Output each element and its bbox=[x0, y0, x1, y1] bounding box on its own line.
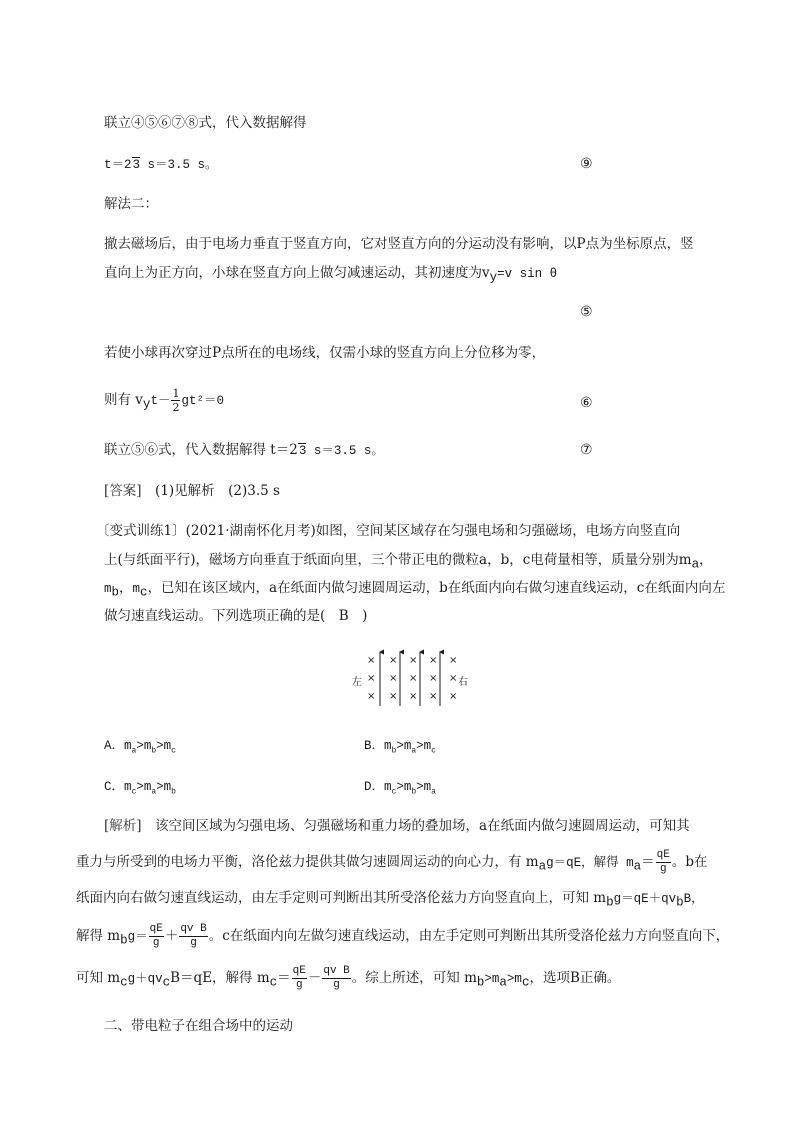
e3-sub-b2: b bbox=[676, 895, 684, 910]
frac-qe-g-2 bbox=[149, 923, 164, 950]
equation-number-9: ⑨ bbox=[580, 156, 593, 172]
answer-tag: [答案] bbox=[104, 483, 142, 499]
method-two-line-1: 撤去磁场后，由于电场力垂直于竖直方向，它对竖直方向的分运动没有影响，以P点为坐标原点，竖 bbox=[104, 236, 694, 252]
e5c: B＝qE，解得 m bbox=[170, 970, 270, 986]
eq6-sub: y bbox=[142, 397, 151, 412]
option-a-s3: c bbox=[171, 746, 176, 756]
answer-line bbox=[104, 482, 280, 500]
e5d: ＝ bbox=[277, 970, 291, 986]
frac-n: qE bbox=[149, 923, 163, 935]
e5-sub-c2: c bbox=[162, 975, 171, 990]
option-a[interactable]: A．$m_a>m_b>m_c$ bbox=[104, 739, 176, 756]
eq6-mid: t－ bbox=[150, 394, 171, 408]
e3-sub-b: b bbox=[606, 895, 614, 910]
cross-mark: × bbox=[409, 691, 418, 702]
cross-mark: × bbox=[367, 655, 376, 666]
option-b-s1: b bbox=[391, 746, 397, 756]
method-two-line-2-text: 直向上为正方向，小球在竖直方向上做匀减速运动，其初速度为v bbox=[104, 265, 490, 281]
cross-mark: × bbox=[367, 691, 376, 702]
frac-d: g bbox=[295, 979, 303, 991]
e2-sub-a2: a bbox=[633, 859, 642, 874]
equation-number-6: ⑥ bbox=[580, 395, 593, 411]
cross-mark: × bbox=[449, 673, 458, 684]
option-d-s2: b bbox=[411, 787, 417, 797]
e2d: 。b在 bbox=[671, 854, 708, 870]
frac-n: qE bbox=[656, 849, 670, 861]
frac-qvb-g bbox=[179, 923, 207, 950]
sub-a: a bbox=[691, 557, 700, 572]
cross-mark: × bbox=[367, 673, 376, 684]
e4b: g＝ bbox=[127, 930, 148, 944]
variant-line-1: 〔变式训练1〕(2021·湖南怀化月考)如图，空间某区域存在匀强电场和匀强磁场，电场方向竖直向 bbox=[96, 523, 681, 539]
method-two-heading: 解法二： bbox=[104, 196, 158, 212]
cross-mark: × bbox=[449, 691, 458, 702]
equation-number-7: ⑦ bbox=[580, 442, 593, 458]
e5-sub-b: b bbox=[476, 975, 485, 990]
equation-number-5: ⑤ bbox=[580, 304, 593, 320]
combine-2-pre: 联立⑤⑥式，代入数据解得 t＝2 bbox=[104, 442, 298, 458]
explanation-tag: [解析] bbox=[104, 818, 142, 834]
sub-y: y bbox=[489, 270, 498, 285]
m-b: m bbox=[104, 582, 112, 596]
option-a-s2: b bbox=[151, 746, 157, 756]
explanation-line-3 bbox=[76, 889, 704, 912]
sub-c: c bbox=[140, 585, 148, 600]
method-two-line-2 bbox=[104, 264, 557, 287]
e4plus: ＋ bbox=[164, 928, 179, 944]
field-diagram bbox=[348, 648, 508, 708]
variant-line-4: 做匀速直线运动。下列选项正确的是( B ) bbox=[104, 608, 368, 624]
option-d-label: D．m bbox=[364, 780, 392, 794]
option-d-s3: a bbox=[431, 787, 436, 797]
e5g: ，选项B正确。 bbox=[529, 970, 621, 986]
option-b-s2: a bbox=[411, 746, 417, 756]
cross-mark: × bbox=[409, 655, 418, 666]
option-c-label: C．m bbox=[104, 780, 132, 794]
line-result-1 bbox=[104, 155, 218, 174]
frac-n: qE bbox=[292, 965, 306, 977]
m-c: m bbox=[132, 582, 141, 596]
e5-sub-a: a bbox=[499, 975, 507, 990]
cross-mark: × bbox=[389, 691, 398, 702]
e3c: B， bbox=[683, 892, 704, 906]
frac-qvb-g-2 bbox=[322, 965, 350, 992]
frac-d: g bbox=[190, 937, 197, 949]
e5minus: － bbox=[307, 970, 322, 986]
result-pre: t＝2 bbox=[104, 158, 132, 172]
velocity-expr: =v sin θ bbox=[497, 267, 558, 281]
e3b: g＝qE＋qv bbox=[613, 892, 677, 906]
explanation-line-2 bbox=[76, 844, 708, 880]
result-post: s＝3.5 s。 bbox=[140, 158, 218, 172]
e5-sub-c3: c bbox=[269, 975, 278, 990]
option-c-s3: b bbox=[171, 787, 176, 797]
combine-line-2 bbox=[104, 441, 384, 460]
section-heading: 二、带电粒子在组合场中的运动 bbox=[104, 1018, 293, 1034]
cross-mark: × bbox=[429, 655, 438, 666]
half-fraction bbox=[171, 387, 180, 414]
e4-sub-b: b bbox=[120, 933, 128, 948]
option-b-label: B．m bbox=[364, 739, 392, 753]
option-b[interactable]: B．$m_b>m_a>m_c$ bbox=[364, 739, 436, 756]
explanation-line-4 bbox=[76, 917, 729, 955]
e4a: 解得 m bbox=[76, 928, 121, 944]
e5a: 可知 m bbox=[76, 970, 121, 986]
combine-2-post: s＝3.5 s。 bbox=[306, 444, 384, 458]
label-right: 右 bbox=[458, 677, 468, 688]
option-b-s3: c bbox=[431, 746, 436, 756]
answer-text: (1)见解析 (2)3.5 s bbox=[155, 483, 280, 499]
half-den: 2 bbox=[172, 401, 180, 414]
eq6-post: gt²＝0 bbox=[181, 394, 224, 408]
cross-mark: × bbox=[389, 673, 398, 684]
e4c: 。c在纸面内向左做匀速直线运动，由左手定则可判断出其所受洛伦兹力方向竖直向下， bbox=[208, 928, 730, 944]
sqrt-radicand: 3 bbox=[132, 158, 141, 172]
option-c[interactable]: C．$m_c>m_a>m_b$ bbox=[104, 780, 176, 797]
e2b: g＝qE，解得 m bbox=[546, 856, 634, 870]
frac-d: g bbox=[152, 937, 160, 949]
option-d-s1: c bbox=[391, 787, 397, 797]
e2-sub-a: a bbox=[538, 859, 547, 874]
variant-line-2: 上(与纸面平行)，磁场方向垂直于纸面向里，三个带正电的微粒a，b，c电荷量相等，质量分别为$m_a$， bbox=[104, 552, 713, 572]
frac-n: qv B bbox=[323, 965, 350, 977]
half-num: 1 bbox=[172, 387, 180, 400]
sub-b: b bbox=[111, 585, 120, 600]
e2a: 重力与所受到的电场力平衡，洛伦兹力提供其做匀速圆周运动的向心力，有 m bbox=[76, 854, 539, 870]
frac-d: g bbox=[333, 979, 340, 991]
explanation-line-1 bbox=[104, 817, 690, 835]
label-left: 左 bbox=[352, 677, 362, 688]
e2c: ＝ bbox=[641, 854, 655, 870]
explanation-1: 该空间区域为匀强电场、匀强磁场和重力场的叠加场，a在纸面内做匀速圆周运动，可知其 bbox=[155, 818, 690, 834]
cross-mark: × bbox=[429, 691, 438, 702]
frac-qe-g-3 bbox=[292, 965, 307, 992]
variant-line-3-rest: ，已知在该区域内，a在纸面内做匀速圆周运动，b在纸面内向右做匀速直线运动，c在纸面内向左 bbox=[147, 580, 726, 596]
e5-sub-c4: c bbox=[521, 975, 530, 990]
e3a: 纸面内向右做匀速直线运动，由左手定则可判断出其所受洛伦兹力方向竖直向上，可知 m bbox=[76, 890, 607, 906]
sqrt-radicand-2: 3 bbox=[298, 444, 307, 458]
e5-sub-c: c bbox=[120, 975, 128, 990]
frac-n: qv B bbox=[180, 923, 207, 935]
cross-mark: × bbox=[429, 673, 438, 684]
cross-mark: × bbox=[389, 655, 398, 666]
option-c-s1: c bbox=[131, 787, 137, 797]
variant-line-3: $m_b$，$m_c$，已知在该区域内，a在纸面内做匀速圆周运动，b在纸面内向右做匀速直线运动，c在纸面内向左 bbox=[104, 580, 726, 600]
frac-qe-g bbox=[656, 849, 671, 876]
cross-mark: × bbox=[449, 655, 458, 666]
option-d[interactable]: D．$m_c>m_b>m_a$ bbox=[364, 780, 436, 797]
cross-mark: × bbox=[409, 673, 418, 684]
option-c-s2: a bbox=[151, 787, 157, 797]
equation-line-6 bbox=[104, 382, 224, 418]
explanation-line-5: 可知 $m_cg+qv_cB=qE$，解得 $m_c=$ $\frac{qE}{g}$ － $\frac{\text{qv B}}{g}$ 。综上所述，可知 $m_b>m_a>m_c$，选项B正确。 bbox=[76, 965, 621, 991]
e5b: g＋qv bbox=[127, 972, 163, 986]
frac-d: g bbox=[659, 863, 667, 875]
option-a-label: A．m bbox=[104, 739, 132, 753]
variant-line-2-text: 上(与纸面平行)，磁场方向垂直于纸面向里，三个带正电的微粒a，b，c电荷量相等，质量分别为m bbox=[104, 552, 692, 568]
displacement-zero-line: 若使小球再次穿过P点所在的电场线，仅需小球的竖直方向上分位移为零， bbox=[104, 345, 546, 361]
eq6-pre: 则有 v bbox=[104, 392, 143, 408]
line-combine-1: 联立④⑤⑥⑦⑧式，代入数据解得 bbox=[104, 115, 307, 131]
e5e: 。综上所述，可知 m bbox=[351, 970, 477, 986]
option-a-s1: a bbox=[131, 746, 137, 756]
